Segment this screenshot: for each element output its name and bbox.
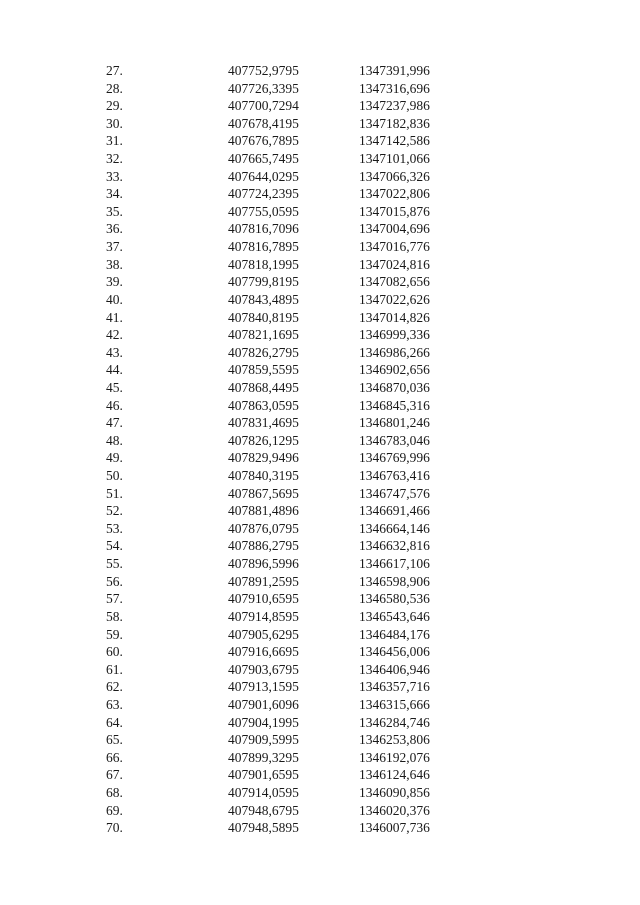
table-row: [0, 502, 640, 520]
point-number: 38.: [106, 256, 123, 272]
x-coordinate: 407821,1695: [228, 327, 299, 343]
y-coordinate: 1347022,806: [359, 186, 430, 202]
y-coordinate: 1347391,996: [359, 63, 430, 78]
table-row: [0, 678, 640, 696]
x-coordinate: 407899,3295: [228, 749, 299, 765]
point-number: 30.: [106, 115, 123, 131]
table-row: [0, 132, 640, 150]
x-coordinate: 407644,0295: [228, 168, 299, 184]
point-number: 34.: [106, 186, 123, 202]
y-coordinate: 1347024,816: [359, 256, 430, 272]
x-coordinate: 407799,8195: [228, 274, 299, 290]
point-number: 50.: [106, 468, 123, 484]
table-row: [0, 414, 640, 432]
point-number: 51.: [106, 485, 123, 501]
point-number: 66.: [106, 749, 123, 765]
x-coordinate: 407752,9795: [228, 63, 299, 78]
point-number: 40.: [106, 291, 123, 307]
point-number: 41.: [106, 309, 123, 325]
x-coordinate: 407726,3395: [228, 80, 299, 96]
point-number: 54.: [106, 538, 123, 554]
table-row: [0, 309, 640, 327]
y-coordinate: 1347016,776: [359, 239, 430, 255]
table-row: [0, 291, 640, 309]
point-number: 29.: [106, 98, 123, 114]
x-coordinate: 407755,0595: [228, 203, 299, 219]
x-coordinate: 407840,8195: [228, 309, 299, 325]
point-number: 44.: [106, 362, 123, 378]
x-coordinate: 407676,7895: [228, 133, 299, 149]
table-row: [0, 185, 640, 203]
x-coordinate: 407891,2595: [228, 573, 299, 589]
table-row: [0, 344, 640, 362]
point-number: 47.: [106, 415, 123, 431]
x-coordinate: 407914,0595: [228, 784, 299, 800]
y-coordinate: 1347004,696: [359, 221, 430, 237]
x-coordinate: 407724,2395: [228, 186, 299, 202]
point-number: 67.: [106, 767, 123, 783]
y-coordinate: 1347015,876: [359, 203, 430, 219]
x-coordinate: 407910,6595: [228, 591, 299, 607]
x-coordinate: 407881,4896: [228, 503, 299, 519]
y-coordinate: 1346456,006: [359, 644, 430, 660]
x-coordinate: 407876,0795: [228, 520, 299, 536]
x-coordinate: 407868,4495: [228, 379, 299, 395]
point-number: 27.: [106, 63, 123, 78]
y-coordinate: 1346845,316: [359, 397, 430, 413]
x-coordinate: 407867,5695: [228, 485, 299, 501]
y-coordinate: 1346769,996: [359, 450, 430, 466]
x-coordinate: 407909,5995: [228, 732, 299, 748]
y-coordinate: 1346783,046: [359, 432, 430, 448]
y-coordinate: 1346192,076: [359, 749, 430, 765]
x-coordinate: 407826,2795: [228, 344, 299, 360]
point-number: 28.: [106, 80, 123, 96]
x-coordinate: 407843,4895: [228, 291, 299, 307]
y-coordinate: 1347237,986: [359, 98, 430, 114]
y-coordinate: 1347022,626: [359, 291, 430, 307]
x-coordinate: 407859,5595: [228, 362, 299, 378]
point-number: 52.: [106, 503, 123, 519]
coordinate-table: [0, 62, 640, 837]
table-row: [0, 220, 640, 238]
x-coordinate: 407816,7096: [228, 221, 299, 237]
table-row: [0, 714, 640, 732]
y-coordinate: 1346598,906: [359, 573, 430, 589]
x-coordinate: 407948,5895: [228, 820, 299, 836]
y-coordinate: 1347316,696: [359, 80, 430, 96]
x-coordinate: 407831,4695: [228, 415, 299, 431]
y-coordinate: 1346763,416: [359, 468, 430, 484]
point-number: 62.: [106, 679, 123, 695]
y-coordinate: 1346902,656: [359, 362, 430, 378]
y-coordinate: 1346986,266: [359, 344, 430, 360]
table-row: [0, 608, 640, 626]
y-coordinate: 1346357,716: [359, 679, 430, 695]
point-number: 35.: [106, 203, 123, 219]
table-row: [0, 449, 640, 467]
point-number: 64.: [106, 714, 123, 730]
point-number: 43.: [106, 344, 123, 360]
point-number: 45.: [106, 379, 123, 395]
x-coordinate: 407904,1995: [228, 714, 299, 730]
table-row: [0, 766, 640, 784]
table-row: [0, 150, 640, 168]
table-row: [0, 203, 640, 221]
point-number: 58.: [106, 608, 123, 624]
y-coordinate: 1347101,066: [359, 151, 430, 167]
x-coordinate: 407913,1595: [228, 679, 299, 695]
y-coordinate: 1346253,806: [359, 732, 430, 748]
point-number: 36.: [106, 221, 123, 237]
point-number: 55.: [106, 556, 123, 572]
point-number: 65.: [106, 732, 123, 748]
x-coordinate: 407665,7495: [228, 151, 299, 167]
x-coordinate: 407840,3195: [228, 468, 299, 484]
table-row: [0, 626, 640, 644]
table-row: [0, 238, 640, 256]
point-number: 37.: [106, 239, 123, 255]
y-coordinate: 1346124,646: [359, 767, 430, 783]
table-row: [0, 115, 640, 133]
x-coordinate: 407826,1295: [228, 432, 299, 448]
point-number: 33.: [106, 168, 123, 184]
table-row: [0, 432, 640, 450]
y-coordinate: 1346801,246: [359, 415, 430, 431]
table-row: [0, 467, 640, 485]
table-row: [0, 784, 640, 802]
table-row: [0, 819, 640, 837]
x-coordinate: 407829,9496: [228, 450, 299, 466]
table-row: [0, 731, 640, 749]
table-row: [0, 379, 640, 397]
y-coordinate: 1346870,036: [359, 379, 430, 395]
x-coordinate: 407901,6096: [228, 696, 299, 712]
x-coordinate: 407818,1995: [228, 256, 299, 272]
x-coordinate: 407700,7294: [228, 98, 299, 114]
table-row: [0, 397, 640, 415]
y-coordinate: 1346617,106: [359, 556, 430, 572]
y-coordinate: 1347182,836: [359, 115, 430, 131]
point-number: 56.: [106, 573, 123, 589]
table-row: [0, 749, 640, 767]
point-number: 49.: [106, 450, 123, 466]
y-coordinate: 1346315,666: [359, 696, 430, 712]
y-coordinate: 1346999,336: [359, 327, 430, 343]
point-number: 57.: [106, 591, 123, 607]
point-number: 46.: [106, 397, 123, 413]
point-number: 63.: [106, 696, 123, 712]
y-coordinate: 1346664,146: [359, 520, 430, 536]
x-coordinate: 407914,8595: [228, 608, 299, 624]
point-number: 59.: [106, 626, 123, 642]
y-coordinate: 1347066,326: [359, 168, 430, 184]
x-coordinate: 407901,6595: [228, 767, 299, 783]
table-row: [0, 520, 640, 538]
table-row: [0, 696, 640, 714]
point-number: 42.: [106, 327, 123, 343]
table-row: [0, 573, 640, 591]
y-coordinate: 1346484,176: [359, 626, 430, 642]
y-coordinate: 1346090,856: [359, 784, 430, 800]
point-number: 68.: [106, 784, 123, 800]
point-number: 61.: [106, 661, 123, 677]
x-coordinate: 407816,7895: [228, 239, 299, 255]
table-row: [0, 326, 640, 344]
table-row: [0, 661, 640, 679]
x-coordinate: 407905,6295: [228, 626, 299, 642]
x-coordinate: 407678,4195: [228, 115, 299, 131]
y-coordinate: 1346020,376: [359, 802, 430, 818]
table-row: [0, 555, 640, 573]
table-row: [0, 273, 640, 291]
point-number: 39.: [106, 274, 123, 290]
point-number: 48.: [106, 432, 123, 448]
x-coordinate: 407886,2795: [228, 538, 299, 554]
y-coordinate: 1346406,946: [359, 661, 430, 677]
x-coordinate: 407863,0595: [228, 397, 299, 413]
y-coordinate: 1347142,586: [359, 133, 430, 149]
table-row: [0, 361, 640, 379]
table-row: [0, 643, 640, 661]
table-row: [0, 537, 640, 555]
point-number: 32.: [106, 151, 123, 167]
point-number: 53.: [106, 520, 123, 536]
y-coordinate: 1346632,816: [359, 538, 430, 554]
y-coordinate: 1347014,826: [359, 309, 430, 325]
y-coordinate: 1346543,646: [359, 608, 430, 624]
table-row: [0, 80, 640, 98]
table-row: [0, 97, 640, 115]
table-row: [0, 802, 640, 820]
point-number: 31.: [106, 133, 123, 149]
table-row: [0, 256, 640, 274]
x-coordinate: 407896,5996: [228, 556, 299, 572]
table-row: [0, 485, 640, 503]
point-number: 70.: [106, 820, 123, 836]
y-coordinate: 1346284,746: [359, 714, 430, 730]
table-row: [0, 590, 640, 608]
y-coordinate: 1346691,466: [359, 503, 430, 519]
x-coordinate: 407948,6795: [228, 802, 299, 818]
point-number: 60.: [106, 644, 123, 660]
x-coordinate: 407903,6795: [228, 661, 299, 677]
y-coordinate: 1346007,736: [359, 820, 430, 836]
y-coordinate: 1346580,536: [359, 591, 430, 607]
x-coordinate: 407916,6695: [228, 644, 299, 660]
y-coordinate: 1346747,576: [359, 485, 430, 501]
table-row: [0, 62, 640, 80]
table-row: [0, 168, 640, 186]
y-coordinate: 1347082,656: [359, 274, 430, 290]
point-number: 69.: [106, 802, 123, 818]
